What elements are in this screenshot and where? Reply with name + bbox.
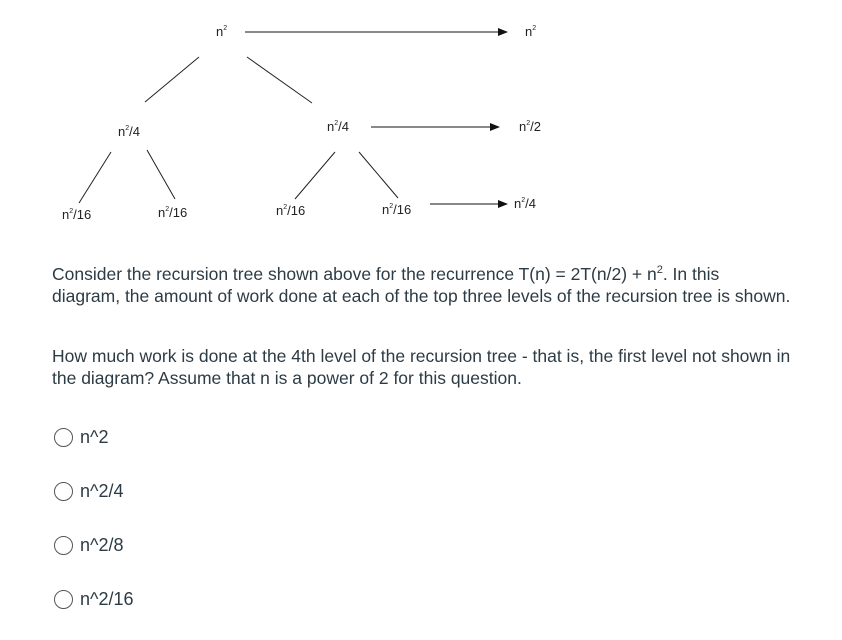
answer-option[interactable] [54,532,134,558]
radio-button[interactable] [54,428,73,447]
answer-option-label: n^2/16 [80,588,134,609]
level-sum-0: $n^2$ [525,24,537,39]
edge-root-right [247,57,312,103]
tree-node-root: $n^2$ [216,24,228,39]
recursion-tree-diagram [0,0,842,240]
tree-node-level2-3: $n^2/16$ [276,203,306,218]
tree-edges [0,0,842,240]
tree-node-level2-2: $n^2/16$ [158,205,188,220]
edge-right-right [359,152,398,198]
edge-left-right [147,150,175,199]
answer-option-label: n^2 [80,426,109,447]
answer-option[interactable] [54,424,134,450]
question-paragraph-1: Consider the recursion tree shown above for the recurrence $T(n) = 2T(n/2) + n^2$. In this diagram, the amount of work done at each of the top three levels of the recursion tree is shown. [52,263,791,306]
answer-options [54,424,134,640]
tree-node-level2-1: $n^2/16$ [62,207,92,222]
edge-left-left [79,152,111,203]
answer-option-label: n^2/8 [80,534,124,555]
answer-option-label: n^2/4 [80,480,124,501]
edge-root-left [145,57,199,102]
level-sum-1: $n^2/2$ [519,119,541,134]
level-sum-2: $n^2/4$ [514,196,536,211]
radio-button[interactable] [54,482,73,501]
tree-node-level2-4: $n^2/16$ [382,202,412,217]
answer-option[interactable] [54,478,134,504]
radio-button[interactable] [54,590,73,609]
answer-option[interactable] [54,586,134,612]
edge-right-left [295,152,335,199]
tree-node-level1-left: $n^2/4$ [118,124,140,139]
question-paragraph-2: How much work is done at the 4th level of the recursion tree - that is, the first level not shown in the diagram? Assume that n is a power of 2 for this question. [52,346,791,388]
radio-button[interactable] [54,536,73,555]
tree-node-level1-right: $n^2/4$ [327,119,349,134]
